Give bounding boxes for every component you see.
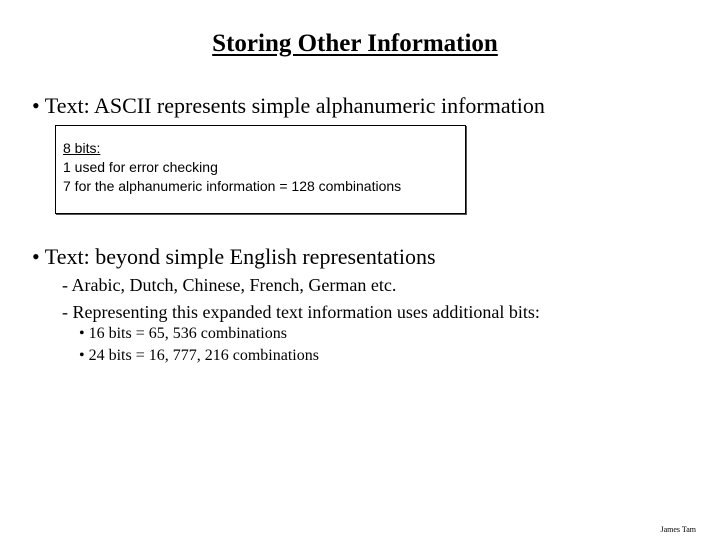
sub-bullet-additional-bits: - Representing this expanded text information uses additional bits:: [62, 302, 540, 322]
slide-title: Storing Other Information: [212, 30, 498, 57]
box-line-alphanumeric: 7 for the alphanumeric information = 128 combinations: [63, 178, 402, 194]
sub-bullet-languages: - Arabic, Dutch, Chinese, French, German etc.: [62, 275, 397, 295]
bullet-ascii: • Text: ASCII represents simple alphanumeric information: [32, 93, 545, 118]
box-line-error-checking: 1 used for error checking: [63, 159, 218, 175]
box-heading: 8 bits:: [63, 140, 101, 156]
subsub-bullet-16-bits: • 16 bits = 65, 536 combinations: [79, 325, 287, 342]
bullet-beyond-english: • Text: beyond simple English representations: [32, 244, 436, 269]
subsub-bullet-24-bits: • 24 bits = 16, 777, 216 combinations: [79, 347, 319, 364]
author-footer: James Tam: [660, 525, 696, 534]
ascii-info-box: [55, 125, 466, 214]
